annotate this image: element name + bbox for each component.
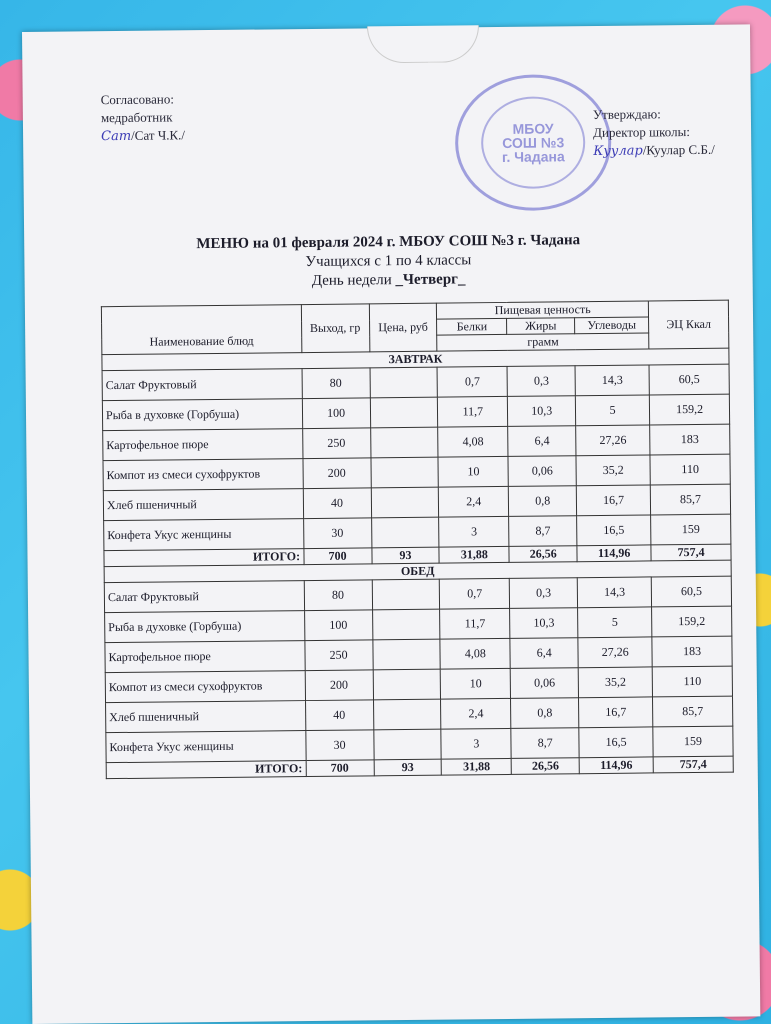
dish-kcal: 60,5 (649, 364, 729, 395)
total-price: 93 (374, 759, 442, 776)
dish-carbs: 14,3 (575, 365, 649, 396)
total-yield: 700 (304, 548, 372, 565)
col-price-header: Цена, руб (369, 303, 437, 352)
approval-right (593, 105, 715, 161)
dish-yield: 100 (304, 610, 372, 641)
weekday: _Четверг_ (395, 271, 466, 289)
col-yield-header: Выход, гр (301, 304, 369, 353)
dish-fat: 0,8 (509, 486, 577, 517)
dish-price (370, 457, 438, 488)
total-fat: 26,56 (511, 758, 579, 775)
dish-kcal: 85,7 (653, 696, 733, 727)
dish-yield: 250 (302, 428, 370, 459)
dish-name: Хлеб пшеничный (103, 489, 303, 521)
dish-price (373, 669, 441, 700)
total-kcal: 757,4 (653, 756, 733, 773)
dish-yield: 80 (302, 368, 370, 399)
total-yield: 700 (306, 760, 374, 777)
dish-name: Рыба в духовке (Горбуша) (105, 611, 305, 643)
col-name-header: Наименование блюд (101, 305, 301, 355)
dish-protein: 10 (438, 456, 508, 487)
dish-fat: 0,8 (511, 698, 579, 729)
approval-right-line2: Директор школы: (593, 124, 690, 141)
dish-price (373, 699, 441, 730)
dish-yield: 30 (303, 518, 371, 549)
dish-kcal: 183 (652, 636, 732, 667)
sleeve-notch (367, 25, 479, 63)
dish-protein: 4,08 (440, 638, 510, 669)
dish-kcal: 85,7 (650, 484, 730, 515)
total-fat: 26,56 (509, 546, 577, 563)
menu-title (24, 229, 753, 294)
dish-fat: 10,3 (510, 608, 578, 639)
signature-director: Куулар (593, 143, 643, 160)
dish-yield: 200 (305, 670, 373, 701)
approval-left-name: /Сат Ч.К./ (131, 127, 186, 143)
dish-yield: 40 (303, 488, 371, 519)
dish-yield: 80 (304, 580, 372, 611)
dish-kcal: 60,5 (651, 576, 731, 607)
total-kcal: 757,4 (651, 544, 731, 561)
dish-fat: 0,06 (510, 668, 578, 699)
total-label: ИТОГО: (106, 761, 306, 779)
dish-price (372, 639, 440, 670)
dish-fat: 10,3 (508, 396, 576, 427)
dish-name: Конфета Укус женщины (104, 519, 304, 551)
dish-fat: 0,06 (508, 456, 576, 487)
col-carbs-header: Углеводы (575, 317, 649, 334)
school-stamp (454, 74, 611, 212)
dish-fat: 0,3 (507, 366, 575, 397)
dish-price (371, 487, 439, 518)
dish-yield: 40 (305, 700, 373, 731)
dish-protein: 2,4 (439, 486, 509, 517)
dish-kcal: 159 (653, 726, 733, 757)
dish-carbs: 16,5 (577, 515, 651, 546)
approval-right-name: /Куулар С.Б./ (642, 141, 715, 158)
dish-protein: 2,4 (441, 698, 511, 729)
dish-carbs: 35,2 (578, 667, 652, 698)
dish-name: Компот из смеси сухофруктов (103, 459, 303, 491)
section-title: ОБЕД (104, 560, 731, 583)
dish-carbs: 27,26 (578, 637, 652, 668)
dish-protein: 3 (441, 728, 511, 759)
dish-price (370, 427, 438, 458)
dish-price (372, 609, 440, 640)
dish-carbs: 16,7 (579, 697, 653, 728)
dish-fat: 0,3 (510, 578, 578, 609)
approval-left-line2: медработник (100, 109, 173, 126)
dish-protein: 0,7 (440, 578, 510, 609)
total-price: 93 (371, 547, 439, 564)
dish-name: Компот из смеси сухофруктов (105, 671, 305, 703)
dish-price (373, 729, 441, 760)
dish-protein: 4,08 (438, 426, 508, 457)
signature-medic: Сат (101, 128, 132, 145)
dish-name: Картофельное пюре (103, 429, 303, 461)
dish-kcal: 159,2 (649, 394, 729, 425)
dish-name: Хлеб пшеничный (106, 701, 306, 733)
dish-yield: 250 (304, 640, 372, 671)
dish-price (371, 517, 439, 548)
title-line2: Учащихся с 1 по 4 классы (305, 252, 472, 271)
dish-protein: 11,7 (438, 396, 508, 427)
units-header: грамм (437, 333, 649, 351)
total-label: ИТОГО: (104, 549, 304, 567)
dish-carbs: 16,7 (576, 485, 650, 516)
dish-fat: 8,7 (509, 516, 577, 547)
title-line1: МЕНЮ на 01 февраля 2024 г. МБОУ СОШ №3 г. Чадана (196, 232, 581, 253)
approval-right-line1: Утверждаю: (592, 106, 661, 123)
dish-price (370, 367, 438, 398)
dish-protein: 10 (441, 668, 511, 699)
dish-protein: 3 (439, 516, 509, 547)
dish-yield: 30 (305, 730, 373, 761)
dish-carbs: 5 (576, 395, 650, 426)
col-fat-header: Жиры (507, 318, 575, 335)
dish-carbs: 35,2 (576, 455, 650, 486)
dish-carbs: 5 (578, 607, 652, 638)
dish-fat: 8,7 (511, 728, 579, 759)
stamp-text: МБОУ СОШ №3 г. Чадана (501, 120, 565, 165)
dish-kcal: 183 (650, 424, 730, 455)
total-carbs: 114,96 (579, 757, 653, 774)
title-line3-prefix: День недели (311, 272, 396, 289)
total-carbs: 114,96 (577, 545, 651, 562)
dish-price (370, 397, 438, 428)
dish-name: Картофельное пюре (105, 641, 305, 673)
dish-name: Рыба в духовке (Горбуша) (102, 399, 302, 431)
dish-carbs: 14,3 (577, 577, 651, 608)
dish-name: Конфета Укус женщины (106, 731, 306, 763)
col-nutrition-header: Пищевая ценность (437, 301, 649, 319)
dish-fat: 6,4 (510, 638, 578, 669)
menu-table (101, 300, 734, 780)
dish-protein: 11,7 (440, 608, 510, 639)
col-energy-header: ЭЦ Ккал (648, 300, 728, 349)
approval-left (101, 90, 185, 146)
dish-carbs: 16,5 (579, 727, 653, 758)
dish-fat: 6,4 (508, 426, 576, 457)
dish-yield: 100 (302, 398, 370, 429)
total-protein: 31,88 (439, 546, 509, 563)
total-protein: 31,88 (442, 758, 512, 775)
col-protein-header: Белки (437, 318, 507, 335)
dish-name: Салат Фруктовый (104, 581, 304, 613)
menu-sheet (22, 24, 760, 1024)
dish-kcal: 159,2 (652, 606, 732, 637)
approval-left-line1: Согласовано: (100, 91, 174, 108)
dish-protein: 0,7 (437, 366, 507, 397)
dish-price (372, 579, 440, 610)
dish-carbs: 27,26 (576, 425, 650, 456)
dish-kcal: 110 (650, 454, 730, 485)
dish-name: Салат Фруктовый (102, 369, 302, 401)
dish-kcal: 159 (651, 514, 731, 545)
dish-yield: 200 (303, 458, 371, 489)
dish-kcal: 110 (652, 666, 732, 697)
section-title: ЗАВТРАК (102, 348, 729, 371)
